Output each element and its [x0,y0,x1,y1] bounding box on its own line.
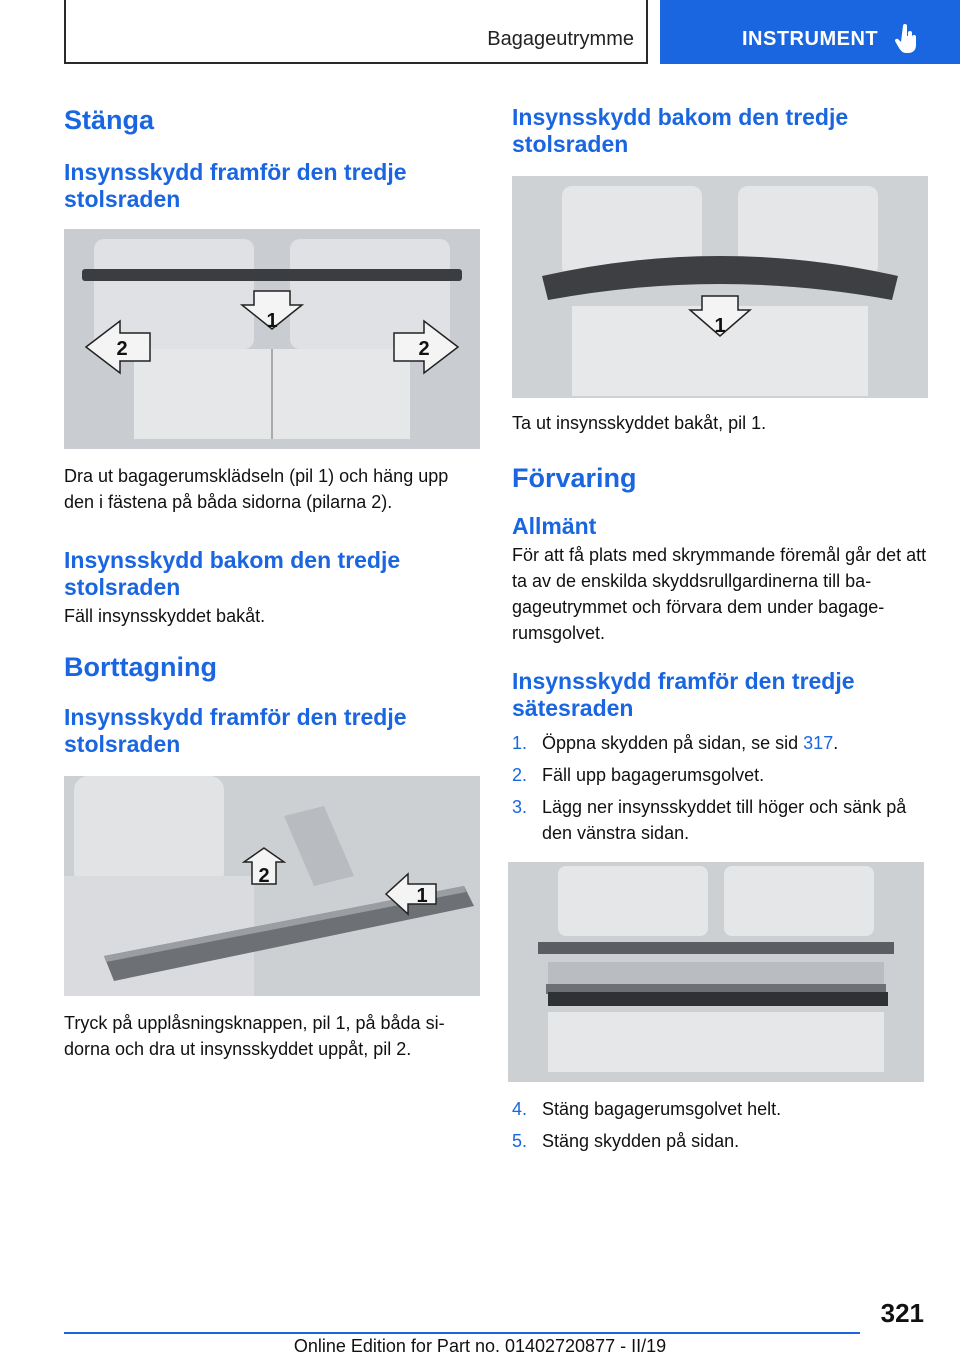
step-number: 5. [512,1131,528,1151]
step-number: 4. [512,1099,528,1119]
tab-instrument[interactable] [660,0,960,64]
callout-label: 1 [714,315,726,337]
figure-release-button [64,776,480,996]
step-text: Lägg ner insynsskyddet till höger och sänk på den vänstra sidan. [542,797,907,843]
heading-behind-third-row-right: Insynsskydd bakom den tredje stolsraden [512,104,849,157]
callout-label: 2 [258,865,270,887]
tab-instrument-label: INSTRUMENT [742,28,879,50]
page-number: 321 [880,1298,924,1328]
page-link-317[interactable]: 317 [803,733,834,753]
caption-cover-pull-out: Dra ut bagagerumsklädseln (pil 1) och häng upp den i fästena på båda sidorna (pilarna 2). [64,466,449,512]
step-text: Stäng bagagerumsgolvet helt. [542,1099,782,1119]
heading-storage: Förvaring [512,463,637,493]
heading-close: Stänga [64,105,155,135]
heading-removal: Borttagning [64,652,217,682]
step-number: 1. [512,733,528,753]
heading-front-seat-row: Insynsskydd framför den tredje sätesraden [512,668,855,721]
figure-cover-pull-out [64,229,480,449]
caption-remove-cover: Ta ut insynsskyddet bakåt, pil 1. [512,413,767,433]
caption-release-button: Tryck på upplåsningsknappen, pil 1, på båda sidorna och dra ut insynsskyddet uppåt, pil 2. [64,1013,445,1059]
heading-general: Allmänt [512,513,597,539]
callout-label: 1 [416,885,428,907]
step-text: Stäng skydden på sidan. [542,1131,740,1151]
section-title: Bagageutrymme [487,28,634,50]
steps-list-b [512,1096,928,1154]
heading-front-third-row-2: Insynsskydd framför den tredje stolsraden [64,704,407,757]
steps-list-a [512,730,928,846]
figure-remove-cover [512,176,928,398]
step-number: 2. [512,765,528,785]
list-item [512,1128,928,1154]
left-column [64,100,480,1062]
callout-label: 1 [266,310,278,332]
text-fold-back: Fäll insynsskyddet bakåt. [64,606,266,626]
list-item [512,1096,928,1122]
heading-behind-third-row: Insynsskydd bakom den tredje stolsraden [64,547,401,600]
step-text: Fäll upp bagagerumsgolvet. [542,765,765,785]
list-item [512,730,928,756]
callout-label: 2 [116,338,128,360]
list-item [512,794,928,846]
step-text-tail: . [833,733,839,753]
text-general: För att få plats med skrymmande föremål går det att ta av de enskilda skyddsrullgardinerna till bagageutrymmet och förvara dem under bagagerumsgolvet. [512,545,927,643]
figure-cover-stowed [508,862,924,1082]
footer-edition: Online Edition for Part no. 01402720877 - II/19 [293,1336,667,1356]
callout-label: 2 [418,338,430,360]
hand-pointer-icon [894,24,918,54]
right-column [512,100,928,1160]
step-number: 3. [512,797,528,817]
step-text: Öppna skydden på sidan, se sid [542,733,804,753]
heading-front-third-row: Insynsskydd framför den tredje stolsraden [64,159,407,212]
list-item [512,762,928,788]
footer-divider [64,1332,860,1334]
